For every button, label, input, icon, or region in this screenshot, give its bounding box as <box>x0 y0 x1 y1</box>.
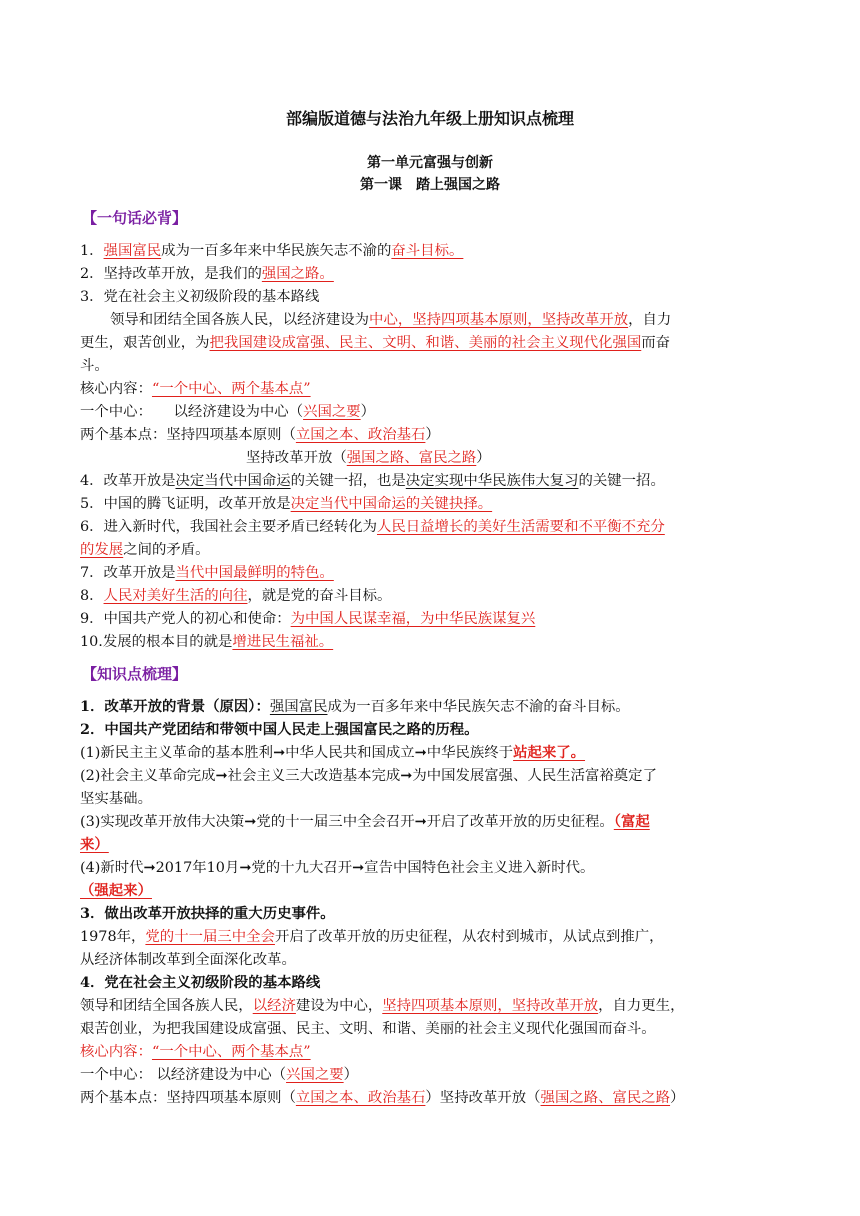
point-4-core: 核心内容：“一个中心、两个基本点” <box>80 1044 311 1060</box>
point-3-text: 1978年，党的十一届三中全会开启了改革开放的历史征程，从农村到城市，从试点到推广， <box>80 929 664 945</box>
must-line-8: 8．人民对美好生活的向往，就是党的奋斗目标。 <box>80 588 392 604</box>
point-2-item-3: (3)实现改革开放伟大决策➞党的十一届三中全会召开➞开启了改革开放的历史征程。（富起 <box>80 813 650 830</box>
must-line-4: 领导和团结全国各族人民，以经济建设为中心，坚持四项基本原则，坚持改革开放，自力 <box>110 312 672 328</box>
unit-title: 第一单元富强与创新 <box>367 155 493 171</box>
point-2-item-2: (2)社会主义革命完成➞社会主义三大改造基本完成➞为中国发展富强、人民生活富裕奠定了 <box>80 768 657 784</box>
point-4-heading: 4．党在社会主义初级阶段的基本路线 <box>80 974 321 991</box>
must-line-10: 10.发展的根本目的就是增进民生福祉。 <box>80 634 334 650</box>
must-line-6-contradiction-cont: 的发展之间的矛盾。 <box>80 542 210 558</box>
point-4-text: 领导和团结全国各族人民，以经济建设为中心，坚持四项基本原则，坚持改革开放，自力更生， <box>80 998 685 1014</box>
point-2-item-4-cont: （强起来） <box>80 882 152 899</box>
point-4-text-cont: 艰苦创业，为把我国建设成富强、民主、文明、和谐、美丽的社会主义现代化强国而奋斗。 <box>80 1021 656 1037</box>
point-2-heading: 2．中国共产党团结和带领中国人民走上强国富民之路的历程。 <box>80 721 479 738</box>
point-2-item-1: (1)新民主主义革命的基本胜利➞中华人民共和国成立➞中华民族终于站起来了。 <box>80 744 586 761</box>
must-line-6: 斗。 <box>80 358 109 374</box>
point-3-heading: 3．做出改革开放抉择的重大历史事件。 <box>80 905 335 922</box>
point-2-item-3-cont: 来） <box>80 836 109 853</box>
must-line-5: 更生，艰苦创业，为把我国建设成富强、民主、文明、和谐、美丽的社会主义现代化强国而奋 <box>80 335 671 351</box>
section-knowledge-points: 【知识点梳理】 <box>82 665 188 683</box>
point-4-one-center: 一个中心： 以经济建设为中心（兴国之要） <box>80 1067 359 1083</box>
must-line-one-center: 一个中心： 以经济建设为中心（兴国之要） <box>80 404 376 420</box>
must-line-2: 2．坚持改革开放，是我们的强国之路。 <box>80 266 334 282</box>
document-title: 部编版道德与法治九年级上册知识点梳理 <box>285 109 574 128</box>
must-line-4-reform: 4．改革开放是决定当代中国命运的关键一招，也是决定实现中华民族伟大复习的关键一招。 <box>80 473 665 489</box>
must-line-5-proof: 5．中国的腾飞证明，改革开放是决定当代中国命运的关键抉择。 <box>80 496 493 512</box>
section-must-remember: 【一句话必背】 <box>82 209 188 227</box>
must-line-core: 核心内容：“一个中心、两个基本点” <box>80 381 311 397</box>
lesson-title: 第一课 踏上强国之路 <box>360 177 500 193</box>
must-line-two-points-a: 两个基本点：坚持四项基本原则（立国之本、政治基石） <box>80 427 440 443</box>
point-3-text-cont: 从经济体制改革到全面深化改革。 <box>80 952 296 968</box>
point-2-item-2-cont: 坚实基础。 <box>80 791 152 807</box>
must-line-7: 7．改革开放是当代中国最鲜明的特色。 <box>80 565 334 581</box>
point-2-item-4: (4)新时代➞2017年10月➞党的十九大召开➞宣告中国特色社会主义进入新时代。 <box>80 860 595 876</box>
must-line-9: 9．中国共产党人的初心和使命：为中国人民谋幸福，为中华民族谋复兴 <box>80 611 536 627</box>
point-4-two-points: 两个基本点：坚持四项基本原则（立国之本、政治基石）坚持改革开放（强国之路、富民之路） <box>80 1090 685 1106</box>
must-line-1: 1．强国富民成为一百多年来中华民族矢志不渝的奋斗目标。 <box>80 243 464 259</box>
must-line-6-contradiction: 6．进入新时代，我国社会主要矛盾已经转化为人民日益增长的美好生活需要和不平衡不充分 <box>80 519 665 535</box>
must-line-two-points-b: 坚持改革开放（强国之路、富民之路） <box>246 450 491 466</box>
point-1: 1．改革开放的背景（原因）：强国富民成为一百多年来中华民族矢志不渝的奋斗目标。 <box>80 698 630 715</box>
must-line-3: 3．党在社会主义初级阶段的基本路线 <box>80 289 320 305</box>
